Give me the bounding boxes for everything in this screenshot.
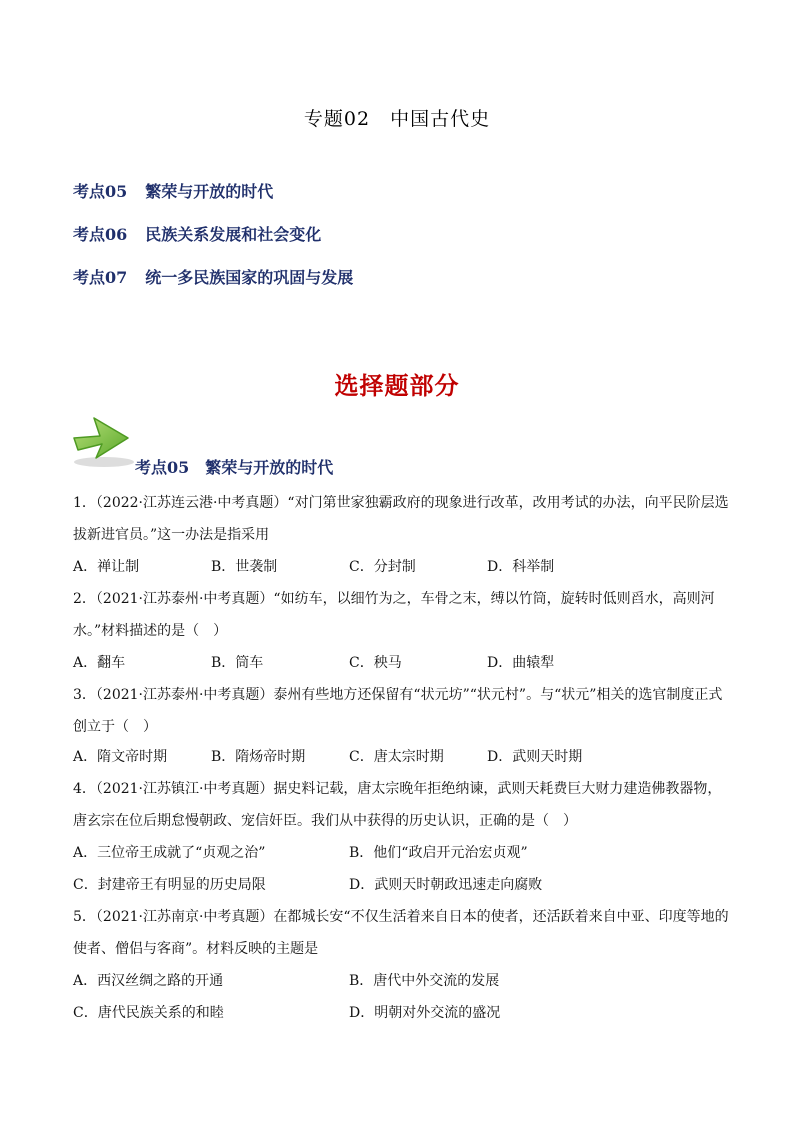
option-b: B．唐代中外交流的发展 xyxy=(349,973,500,989)
toc-item-07 xyxy=(73,265,371,288)
option-d: D．曲辕犁 xyxy=(487,655,555,671)
toc-name: 繁荣与开放的时代 xyxy=(145,182,274,201)
option-c: C．分封制 xyxy=(349,559,416,575)
toc-code: 考点06 xyxy=(73,225,128,244)
toc-name: 统一多民族国家的巩固与发展 xyxy=(145,268,354,287)
option-c: C．封建帝王有明显的历史局限 xyxy=(73,877,266,893)
option-d: D．武则天时期 xyxy=(487,749,583,765)
kaodian-code: 考点05 xyxy=(135,458,190,477)
toc-item-06 xyxy=(73,222,339,245)
option-a: A．翻车 xyxy=(73,655,126,671)
option-a: A．三位帝王成就了“贞观之治” xyxy=(73,845,266,861)
question-4-text: 4．（2021·江苏镇江·中考真题）据史料记载，唐太宗晚年拒绝纳谏，武则天耗费巨大财力建造佛教器物，唐玄宗在位后期怠慢朝政、宠信奸臣。我们从中获得的历史认识，正确的是（ ） xyxy=(73,781,722,829)
question-1-options xyxy=(73,551,733,583)
question-4-options-row1 xyxy=(73,837,733,869)
option-b: B．他们“政启开元治宏贞观” xyxy=(349,845,528,861)
option-c: C．秧马 xyxy=(349,655,402,671)
option-a: A．西汉丝绸之路的开通 xyxy=(73,973,224,989)
option-a: A．隋文帝时期 xyxy=(73,749,168,765)
toc-name: 民族关系发展和社会变化 xyxy=(145,225,322,244)
section-title: 选择题部分 xyxy=(334,371,460,400)
option-b: B．隋炀帝时期 xyxy=(211,749,306,765)
option-b: B．世袭制 xyxy=(211,559,278,575)
question-4-options-row2 xyxy=(73,869,733,901)
kaodian-header xyxy=(135,455,349,478)
option-d: D．科举制 xyxy=(487,559,555,575)
toc-code: 考点05 xyxy=(73,182,128,201)
option-c: C．唐太宗时期 xyxy=(349,749,444,765)
option-b: B．筒车 xyxy=(211,655,264,671)
kaodian-name: 繁荣与开放的时代 xyxy=(205,458,334,477)
question-1-text: 1．（2022·江苏连云港·中考真题）“对门第世家独霸政府的现象进行改革，改用考试的办法，向平民阶层选拔新进官员。”这一办法是指采用 xyxy=(73,495,729,543)
option-a: A．禅让制 xyxy=(73,559,140,575)
question-5-options-row1 xyxy=(73,965,733,997)
option-d: D．武则天时朝政迅速走向腐败 xyxy=(349,877,543,893)
green-arrow-icon xyxy=(70,408,136,468)
page-title: 专题02 中国古代史 xyxy=(303,108,491,130)
question-3-text: 3．（2021·江苏泰州·中考真题）泰州有些地方还保留有“状元坊”“状元村”。与“状元”相关的选官制度正式创立于（ ） xyxy=(73,687,723,735)
toc-item-05 xyxy=(73,179,291,202)
option-c: C．唐代民族关系的和睦 xyxy=(73,1005,224,1021)
question-3-options xyxy=(73,741,733,773)
question-2-text: 2．（2021·江苏泰州·中考真题）“如纺车，以细竹为之，车骨之末，缚以竹筒，旋转时低则舀水，高则河水。”材料描述的是（ ） xyxy=(73,591,715,639)
question-5-options-row2 xyxy=(73,997,733,1029)
question-2-options xyxy=(73,647,733,679)
question-5-text: 5．（2021·江苏南京·中考真题）在都城长安“不仅生活着来自日本的使者，还活跃着来自中亚、印度等地的使者、僧侣与客商”。材料反映的主题是 xyxy=(73,909,729,957)
option-d: D．明朝对外交流的盛况 xyxy=(349,1005,501,1021)
toc-code: 考点07 xyxy=(73,268,128,287)
